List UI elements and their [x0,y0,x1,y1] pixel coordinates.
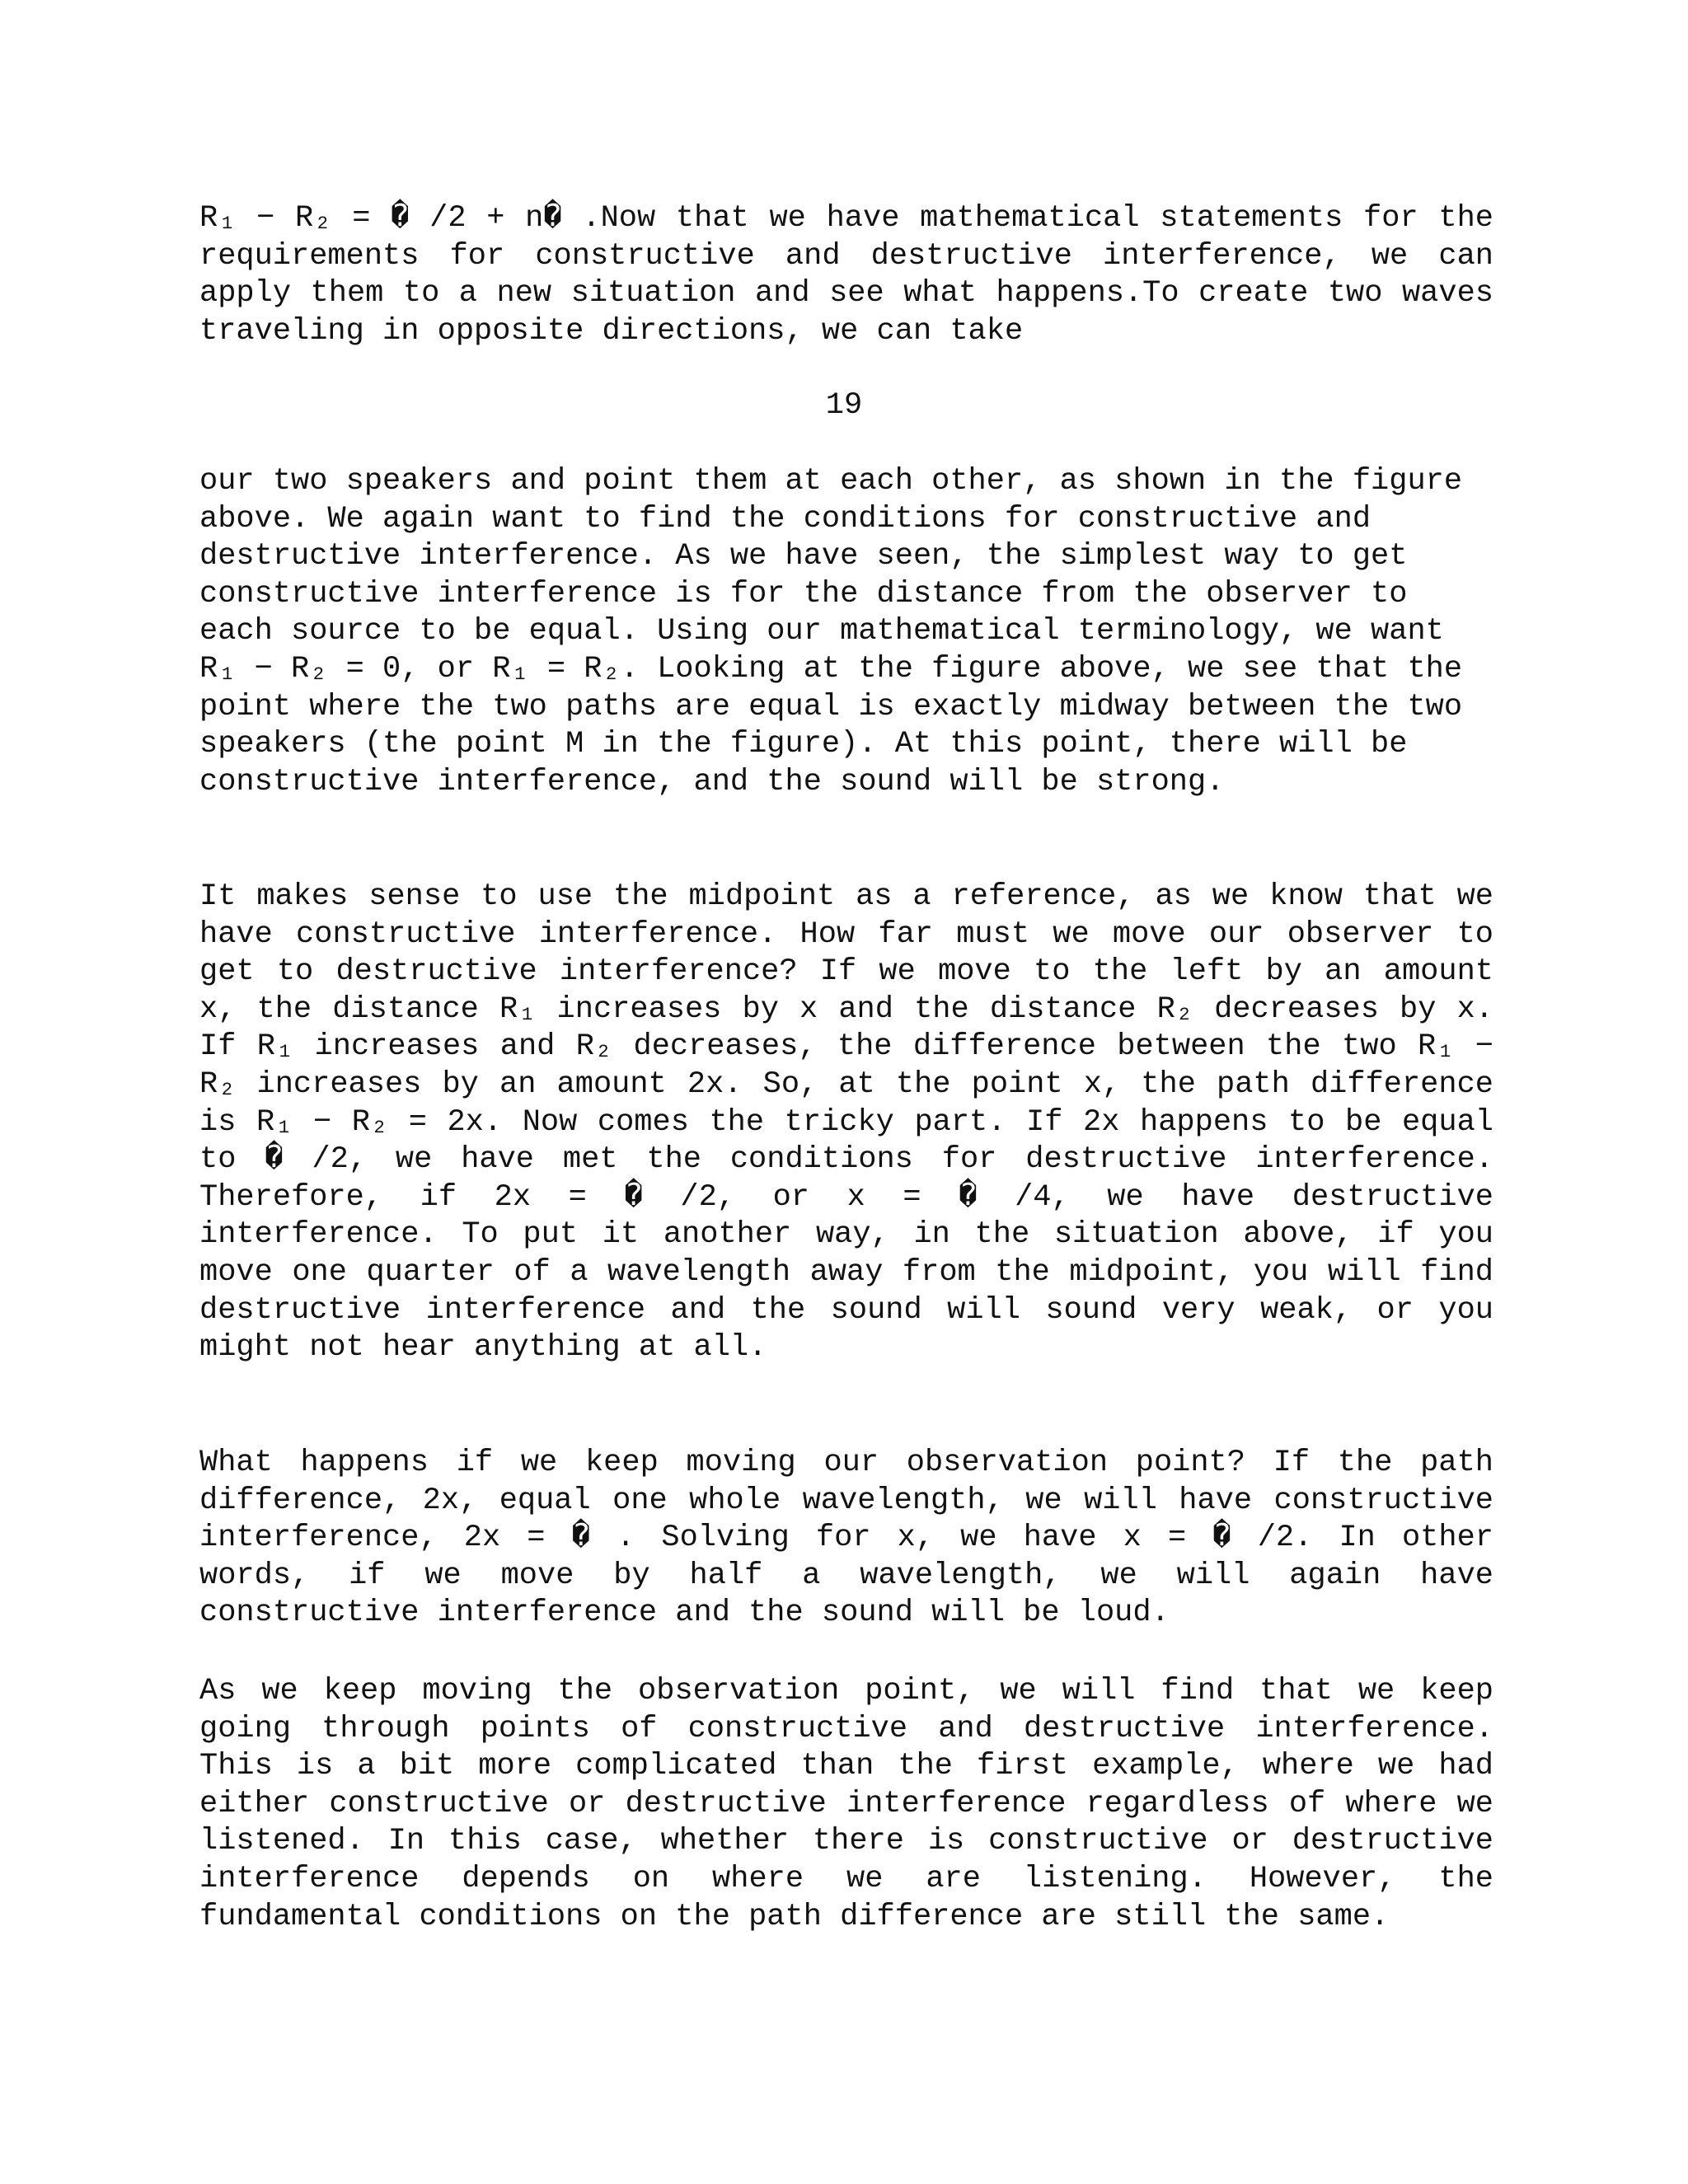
paragraph: our two speakers and point them at each other, as shown in the figure above. We again want to find the conditions for constructive and destructive interference. As we have seen, the simplest way to get constructive interference is for the distance from the observer to each source to be equal. Using our mathematical terminology, we want R₁ − R₂ = 0, or R₁ = R₂. Looking at the figure above, we see that the point where the two paths are equal is exactly midway between the two speakers (the point M in the figure). At this point, there will be constructive interference, and the sound will be strong. [199,464,1463,799]
paragraph: As we keep moving the observation point, we will find that we keep going through points of constructive and destructive interference. This is a bit more complicated than the first example, where we had either constructive or destructive interference regardless of where we listened. In this case, whether there is constructive or destructive interference depends on where we are listening. However, the fundamental conditions on the path difference are still the same. [199,1674,1493,1934]
paragraph: It makes sense to use the midpoint as a reference, as we know that we have constructive interference. How far must we move our observer to get to destructive interference? If we move to the left by an amount x, the distance R₁ increases by x and the distance R₂ decreases by x. If R₁ increases and R₂ decreases, the difference between the two R₁ − R₂ increases by an amount 2x. So, at the point x, the path difference is R₁ − R₂ = 2x. Now comes the tricky part. If 2x happens to be equal to � /2, we have met the conditions for destructive interference. Therefore, if 2x = � /2, or x = � /4, we have destructive interference. To put it another way, in the situation above, if you move one quarter of a wavelength away from the midpoint, you will find destructive interference and the sound will sound very weak, or you might not hear anything at all. [199,879,1493,1366]
paragraph: What happens if we keep moving our observation point? If the path difference, 2x, equal one whole wavelength, we will have constructive interference, 2x = � . Solving for x, we have x = � /2. In other words, if we move by half a wavelength, we will again have constructive interference and the sound will be loud. [199,1446,1493,1631]
paragraph-continued: R₁ − R₂ = � /2 + n� .Now that we have mathematical statements for the requirements for constructive and destructive interference, we can apply them to a new situation and see what happens.To create two waves traveling in opposite directions, we can take [199,201,1493,349]
page-number: 19 [825,388,863,423]
